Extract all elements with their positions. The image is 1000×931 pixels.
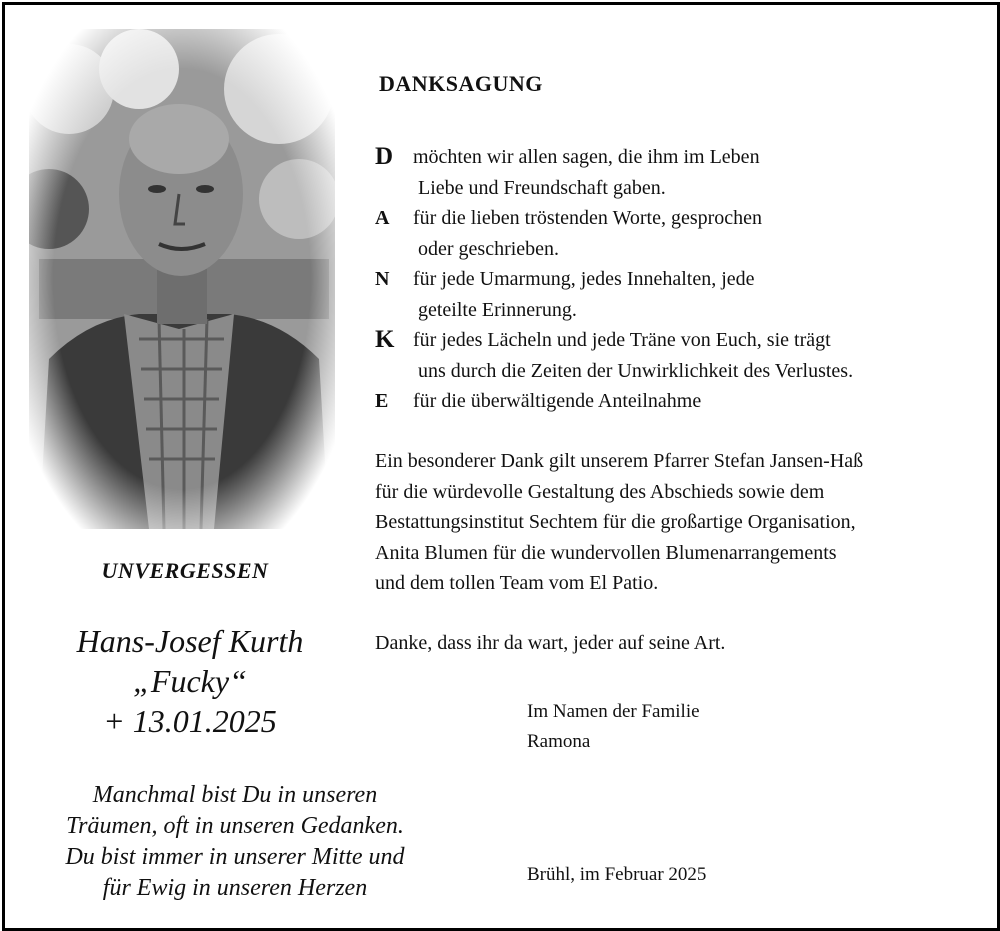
- obituary-card: [2, 2, 1000, 931]
- deceased-name-block: [5, 621, 375, 741]
- portrait-illustration: [29, 29, 335, 529]
- acrostic-text: möchten wir allen sagen, die ihm im Leben: [413, 146, 760, 168]
- unvergessen-heading: UNVERGESSEN: [101, 558, 269, 583]
- deceased-name: Hans-Josef Kurth: [76, 623, 304, 659]
- acrostic-text: für jede Umarmung, jedes Innehalten, jede: [413, 268, 755, 290]
- poem-line: für Ewig in unseren Herzen: [102, 875, 368, 901]
- acrostic-letter: A: [375, 207, 390, 229]
- death-date: + 13.01.2025: [103, 703, 277, 739]
- acrostic-letter: K: [375, 326, 395, 353]
- closing-line: Danke, dass ihr da wart, jeder auf seine Art.: [375, 632, 726, 654]
- acrostic-letter: E: [375, 390, 389, 412]
- paragraph-line: Bestattungsinstitut Sechtem für die großartige Organisation,: [375, 511, 856, 533]
- acrostic-text: oder geschrieben.: [418, 237, 560, 260]
- poem-line: Träumen, oft in unseren Gedanken.: [66, 813, 404, 839]
- acrostic-text: für jedes Lächeln und jede Träne von Euch, sie trägt: [413, 329, 831, 351]
- signature-name: Ramona: [527, 731, 591, 752]
- acrostic-text: Liebe und Freundschaft gaben.: [418, 176, 666, 199]
- paragraph-line: für die würdevolle Gestaltung des Abschieds sowie dem: [375, 480, 825, 503]
- poem-line: Du bist immer in unserer Mitte und: [65, 844, 405, 870]
- paragraph-line: und dem tollen Team vom El Patio.: [375, 572, 659, 594]
- poem-line: Manchmal bist Du in unseren: [92, 782, 378, 808]
- memorial-poem: [5, 780, 465, 904]
- portrait-photo: [29, 29, 335, 529]
- deceased-nickname: „Fucky“: [133, 663, 247, 699]
- acrostic-text: geteilte Erinnerung.: [418, 298, 577, 321]
- signature-block: [527, 697, 700, 757]
- acrostic-letter: D: [375, 143, 394, 170]
- acrostic-text: für die lieben tröstenden Worte, gesprochen: [413, 207, 763, 229]
- thanks-paragraph: [375, 446, 863, 599]
- acrostic-text: für die überwältigende Anteilnahme: [413, 390, 702, 412]
- signature-line: Im Namen der Familie: [527, 701, 700, 722]
- paragraph-line: Anita Blumen für die wundervollen Blumenarrangements: [375, 541, 837, 564]
- page-title: DANKSAGUNG: [379, 71, 543, 96]
- paragraph-line: Ein besonderer Dank gilt unserem Pfarrer Stefan Jansen-Haß: [375, 450, 864, 472]
- acrostic-text: uns durch die Zeiten der Unwirklichkeit des Verlustes.: [418, 359, 854, 382]
- place-date: Brühl, im Februar 2025: [527, 864, 707, 885]
- acrostic-letter: N: [375, 268, 390, 290]
